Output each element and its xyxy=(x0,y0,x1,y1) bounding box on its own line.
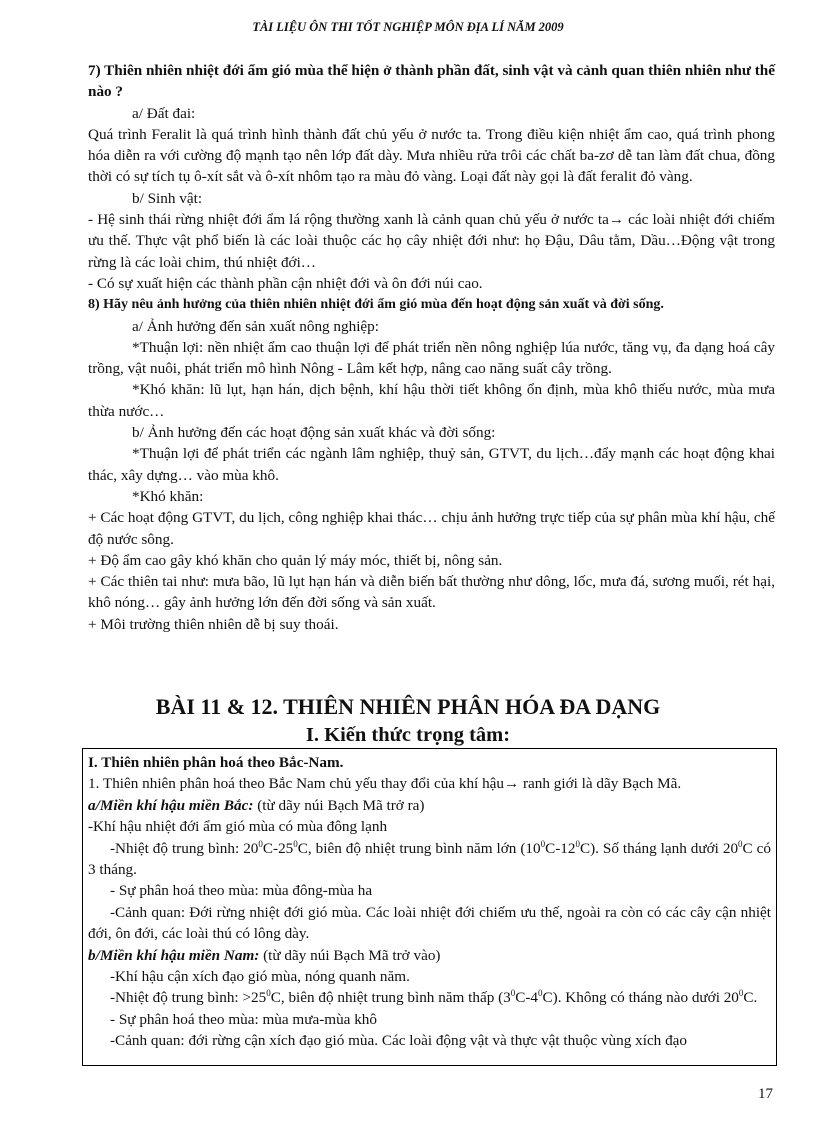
south-climate-3: - Sự phân hoá theo mùa: mùa mưa-mùa khô xyxy=(110,1010,377,1028)
q8-a-advantage: *Thuận lợi: nền nhiệt ẩm cao thuận lợi để phát triển nền nông nghiệp lúa nước, tăng vụ, đa dạng hoá cây trồng, vật nuôi, phát triển mô hình Nông - Lâm kết hợp, nâng cao năng suất cây trồng. xyxy=(88,338,775,378)
south-climate-title-line xyxy=(88,945,771,966)
lesson-title: BÀI 11 & 12. THIÊN NHIÊN PHÂN HÓA ĐA DẠNG xyxy=(155,694,661,719)
q8-b-difficulty-4: + Môi trường thiên nhiên dễ bị suy thoái. xyxy=(88,615,339,633)
page-number: 17 xyxy=(758,1086,773,1102)
south-climate-4: -Cảnh quan: đới rừng cận xích đạo gió mùa. Các loài động vật và thực vật thuộc vùng xích đạo xyxy=(110,1032,688,1050)
south-climate-2: -Nhiệt độ trung bình: $>25^0C$, biên độ nhiệt trung bình năm thấp $(3^0C-4^0C)$. Không có tháng nào dưới $20^0C$. xyxy=(110,988,758,1007)
q8-b-difficulty-2: + Độ ẩm cao gây khó khăn cho quản lý máy móc, thiết bị, nông sản. xyxy=(88,551,503,569)
south-climate-note: (từ dãy núi Bạch Mã trở vào) xyxy=(259,946,441,964)
question-7-title: 7) Thiên nhiên nhiệt đới ẩm gió mùa thể hiện ở thành phần đất, sinh vật và cảnh quan thiên nhiên như thế nào ? xyxy=(88,62,775,101)
north-climate-title-line xyxy=(88,795,771,816)
north-climate-title: a/Miền khí hậu miền Bắc: xyxy=(88,796,254,814)
page-header: TÀI LIỆU ÔN THI TỐT NGHIỆP MÔN ĐỊA LÍ NĂM 2009 xyxy=(252,20,564,34)
q8-b-difficulty-title: *Khó khăn: xyxy=(132,487,204,505)
q8-b-title: b/ Ảnh hưởng đến các hoạt động sản xuất khác và đời sống: xyxy=(132,424,496,442)
south-climate-1: -Khí hậu cận xích đạo gió mùa, nóng quanh năm. xyxy=(110,968,410,986)
question-7-block xyxy=(88,60,775,635)
q7-a-text: Quá trình Feralit là quá trình hình thành đất chủ yếu ở nước ta. Trong điều kiện nhiệt ẩm cao, quá trình phong hóa diễn ra với cường độ mạnh tạo nên lớp đất dày. Mưa nhiều rửa trôi các chất ba-zơ dễ tan làm đất chua, đồng thời có sự tích tụ ô-xít sắt và ô-xít nhôm tạo ra màu đỏ vàng. Loại đất này gọi là đất feralit đỏ vàng. xyxy=(88,125,775,186)
q8-b-advantage: *Thuận lợi để phát triển các ngành lâm nghiệp, thuỷ sản, GTVT, du lịch…đẩy mạnh các hoạt động khai thác, xây dựng… vào mùa khô. xyxy=(88,445,775,484)
north-climate-2: -Nhiệt độ trung bình: $20^0C-25^0C$, biên độ nhiệt trung bình năm lớn $(10^0C-12^0C)$. Số tháng lạnh dưới $20^0C$ có 3 tháng. xyxy=(88,838,771,879)
q8-b-difficulty-1: + Các hoạt động GTVT, du lịch, công nghiệp khai thác… chịu ảnh hưởng trực tiếp của sự phân mùa khí hậu, chế độ nước sông. xyxy=(88,509,775,548)
question-8-title: 8) Hãy nêu ảnh hưởng của thiên nhiên nhiệt đới ẩm gió mùa đến hoạt động sản xuất và đời sống. xyxy=(88,297,664,313)
q8-a-difficulty: *Khó khăn: lũ lụt, hạn hán, dịch bệnh, khí hậu thời tiết không ổn định, mùa khô thiếu nước, mùa mưa thừa nước… xyxy=(88,381,775,420)
north-climate-3: - Sự phân hoá theo mùa: mùa đông-mùa ha xyxy=(110,882,373,900)
north-climate-1: -Khí hậu nhiệt đới ẩm gió mùa có mùa đông lạnh xyxy=(88,818,388,836)
key-knowledge-box xyxy=(82,748,777,1066)
q7-b-text-1: - Hệ sinh thái rừng nhiệt đới ẩm lá rộng thường xanh là cảnh quan chủ yếu ở nước ta→ các loài nhiệt đới chiếm ưu thế. Thực vật phổ biến là các loài thuộc các họ cây nhiệt đới như: họ Đậu, Dâu tằm, Dầu…Động vật trong rừng là các loài chim, thú nhiệt đới… xyxy=(88,211,775,271)
section-title: I. Kiến thức trọng tâm: xyxy=(305,724,511,746)
q8-a-title: a/ Ảnh hưởng đến sản xuất nông nghiệp: xyxy=(132,317,379,335)
south-climate-title: b/Miền khí hậu miền Nam: xyxy=(88,946,260,964)
box-intro: 1. Thiên nhiên phân hoá theo Bắc Nam chủ yếu thay đổi của khí hậu→ ranh giới là dãy Bạch Mã. xyxy=(88,775,682,793)
q7-b-title: b/ Sinh vật: xyxy=(132,189,203,207)
box-heading: I. Thiên nhiên phân hoá theo Bắc-Nam. xyxy=(88,754,344,771)
q8-b-difficulty-3: + Các thiên tai như: mưa bão, lũ lụt hạn hán và diễn biến bất thường như dông, lốc, mưa đá, sương muối, rét hại, khô nóng… gây ảnh hưởng lớn đến đời sống và sản xuất. xyxy=(88,573,775,612)
north-climate-4: -Cảnh quan: Đới rừng nhiệt đới gió mùa. Các loài nhiệt đới chiếm ưu thế, ngoài ra còn có các cây cận nhiệt đới, ôn đới, các loài thú có lông dày. xyxy=(88,903,771,943)
q7-b-text-2: - Có sự xuất hiện các thành phần cận nhiệt đới và ôn đới núi cao. xyxy=(88,274,483,292)
q7-a-title: a/ Đất đai: xyxy=(132,104,196,122)
north-climate-note: (từ dãy núi Bạch Mã trở ra) xyxy=(253,796,425,814)
